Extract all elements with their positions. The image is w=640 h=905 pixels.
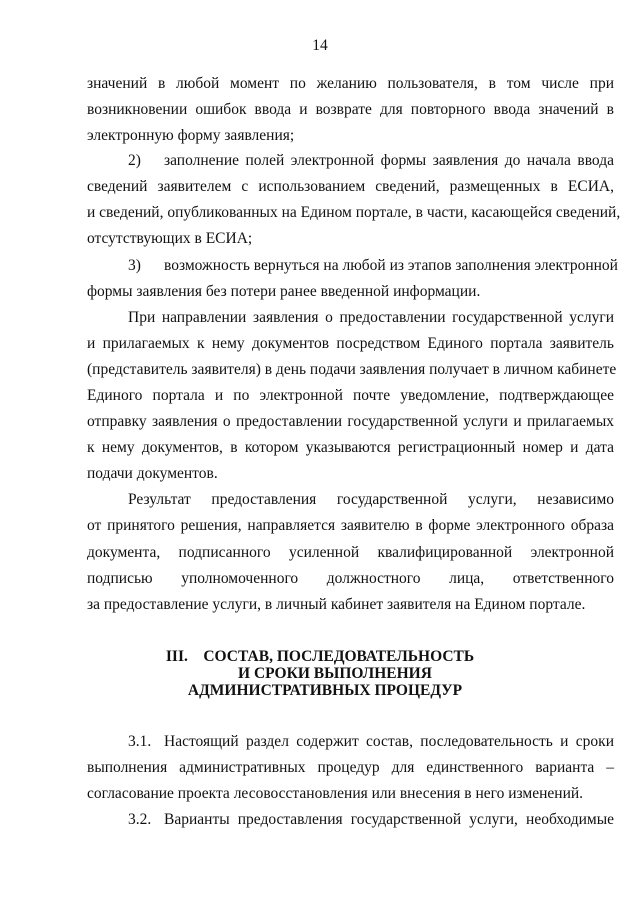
text-line: и прилагаемых к нему документов посредством Единого портала заявитель <box>87 335 614 352</box>
text-line: к нему документов, в котором указываются регистрационный номер и дата <box>87 439 614 456</box>
text-line: возникновении ошибок ввода и возврате для повторного ввода значений в <box>87 101 614 118</box>
paragraph-first-line: Результат предоставления государственной услуги, независимо <box>128 491 614 508</box>
page-number: 14 <box>312 37 328 54</box>
text-line: отсутствующих в ЕСИА; <box>87 230 253 247</box>
text-line: и сведений, опубликованных на Едином портале, в части, касающейся сведений, <box>87 204 621 221</box>
text-line: Настоящий раздел содержит состав, последовательность и сроки <box>164 733 614 750</box>
text-line: согласование проекта лесовосстановления или внесения в него изменений. <box>87 785 584 802</box>
text-line: от принятого решения, направляется заявителю в форме электронного образа <box>87 517 614 534</box>
section-heading-line-3: АДМИНИСТРАТИВНЫХ ПРОЦЕДУР <box>187 682 463 699</box>
text-line: документа, подписанного усиленной квалифицированной электронной <box>87 544 614 561</box>
text-line: Единого портала и по электронной почте уведомление, подтверждающее <box>87 387 614 404</box>
subsection-item <box>128 810 614 829</box>
text-line: подписью уполномоченного должностного лица, ответственного <box>87 570 614 587</box>
text-line: Варианты предоставления государственной услуги, необходимые <box>164 811 614 828</box>
section-title: СОСТАВ, ПОСЛЕДОВАТЕЛЬНОСТЬ <box>203 648 475 665</box>
section-heading-line-2: И СРОКИ ВЫПОЛНЕНИЯ <box>238 665 432 682</box>
text-line: (представитель заявителя) в день подачи заявления получает в личном кабинете <box>87 361 617 378</box>
text-line: отправку заявления о предоставлении государственной услуги и прилагаемых <box>87 413 614 430</box>
list-item <box>128 256 618 275</box>
text-line: электронную форму заявления; <box>87 127 295 144</box>
text-line: формы заявления без потери ранее введенной информации. <box>87 283 481 300</box>
paragraph-first-line: При направлении заявления о предоставлении государственной услуги <box>128 309 614 326</box>
text-line: возможность вернуться на любой из этапов заполнения электронной <box>164 257 618 274</box>
subsection-number: 3.1. <box>128 733 152 750</box>
text-line: подачи документов. <box>87 465 218 482</box>
text-line: выполнения административных процедур для единственного варианта – <box>87 759 614 776</box>
list-item <box>128 151 614 170</box>
text-line: сведений заявителем с использованием сведений, размещенных в ЕСИА, <box>87 178 614 195</box>
text-line: заполнение полей электронной формы заявления до начала ввода <box>164 152 614 169</box>
subsection-number: 3.2. <box>128 811 152 828</box>
text-line: значений в любой момент по желанию пользователя, в том числе при <box>87 75 614 92</box>
subsection-item <box>128 732 614 751</box>
list-item-number: 3) <box>128 257 141 274</box>
section-number: III. <box>165 648 188 665</box>
list-item-number: 2) <box>128 152 141 169</box>
text-line: за предоставление услуги, в личный кабинет заявителя на Едином портале. <box>87 596 586 613</box>
section-heading-line-1 <box>0 648 640 665</box>
